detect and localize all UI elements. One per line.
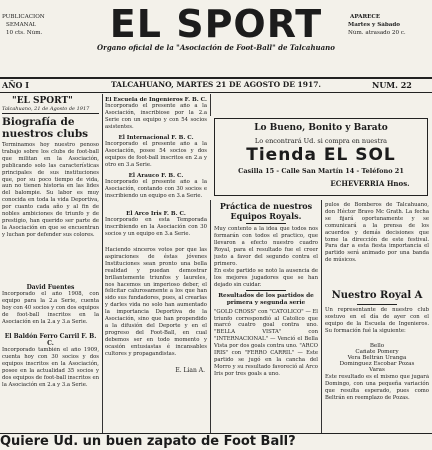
column-rule xyxy=(210,200,211,434)
article-title: Práctica de nuestros Equipos Royals. xyxy=(219,202,313,221)
article-body: pulos de Bomberos de Talcahuano, don Héctor Bravo Mc Grath. La fecha se fijará oportunamente y se comunicará a la prensa de los acuerdos y demás decisiones que tome la dirección de este festival. Para dar a esta fiesta importancia el partido será animado por una banda de músicos. xyxy=(325,202,429,264)
column-clubs xyxy=(105,97,207,434)
ad-line: Lo encontrará Ud. si compra en nuestra xyxy=(254,137,388,145)
article-body: En este partido se notó la ausencia de los mejores jugadores que se han dejado sin cuidar. xyxy=(214,268,318,288)
publication-label-1: PUBLICACION xyxy=(2,14,45,20)
ad-box xyxy=(214,118,428,196)
club-text: Incorporado también el año 1909, cuenta hoy con 30 socios y dos equipos inscritos en la Asociación, posee en la actualidad 35 socios y dos equipos de foot-ball inscritos en la Asociación en 2.a y 3.a Serie. xyxy=(2,347,99,388)
lineup-line: Bello xyxy=(369,343,385,349)
club-text: Incorporado el presente año a la Asociación, contando con 30 socios e inscribiendo un equipo en 3.a Serie. xyxy=(105,179,207,199)
lineup-line: Domínguez Escobar Pozas xyxy=(339,361,415,367)
column-rule xyxy=(321,200,322,434)
column-header: "EL SPORT" xyxy=(12,96,73,106)
article-body: Terminamos hoy nuestro penoso trabajo sobre los clubs de foot-ball que militan en la Asociación, publicando solo las características principales de sus instituciones que, por su poco tiempo de vida, aun no tienen historia en las lides del balompie. Su labor es muy conocida en toda la vida Deportiva, por cuanto cada año y al fin de nobles ambiciones de triunfo y de prestigio, han querido ser parte de la Asociación en que se encuentran y luchan por defender sus colores. xyxy=(2,142,99,238)
publication-label-3: 10 cts. Núm. xyxy=(6,30,43,36)
ad-address: Casilla 15 - Calle San Martín 14 - Teléfono 21 xyxy=(238,167,404,175)
club-heading: El Internacional F. B. C. xyxy=(118,135,194,141)
club-text: Incorporado el presente año a la Asociación, inscribiose por la 2.a Serie con un equipo y con 54 socios asistentes. xyxy=(105,103,207,130)
top-rule xyxy=(0,77,432,79)
frequency-label-2: Martes y Sábado xyxy=(348,22,401,28)
closing-text: Haciendo sinceros votos por que las aspiraciones de éstas jóvenes Instituciones sean pronto una bella realidad y puedan demostrar brillantemente triunfos y laureles, nos hacemos un imperioso deber, el felicitar calurosamente a los que han sido sus fundadores, pues, al crearlas y darles vida no solo han aumentado la importancia Deportiva de la Asociación, sino que han propendido a la difusión del Deporte y en el progreso del Foot-Ball, en cual debemos ser en todo momento y ocasión entusiastas é incansables cultores y propagandistas. xyxy=(105,247,207,357)
column-practice xyxy=(214,202,318,434)
column-rule xyxy=(210,94,211,116)
club-heading: El Arco Iris F. B. C. xyxy=(126,211,186,217)
club-text: Incorporado en esta Temporada inscribiendo en la Asociación con 30 socios y un equipo en 3.a Serie. xyxy=(105,217,207,237)
club-name: El Baldón Ferro Carril F. B. C. xyxy=(4,333,97,347)
masthead-subtitle: Organo oficial de la "Asociación de Foot-Ball" de Talcahuano xyxy=(97,43,335,52)
frequency-label-1: APARECE xyxy=(350,14,381,20)
lineup-line: Cañate Pomery xyxy=(355,349,399,355)
publication-label-2: SEMANAL xyxy=(6,22,37,28)
column-biography xyxy=(2,96,99,434)
lineup-line: Varas xyxy=(369,367,385,373)
dateline: TALCAHUANO, MARTES 21 DE AGOSTO DE 1917. xyxy=(110,80,322,89)
ad-store-name: Tienda EL SOL xyxy=(246,145,396,165)
club-heading: El Escuela de Ingenieros F. B. C. xyxy=(105,97,207,103)
club-text: Incorporado el año 1908, con equipo para la 2.a Serie, cuenta hoy con 40 socios y con dos equipos de foot-ball inscritos en la Asociación en la 2.a y 3.a Serie. xyxy=(2,291,99,325)
article-body: Este resultado es el mismo que jugará Domingo, con una pequeña variación que resulta esperado, pues como Beltrán en reemplazo de Pozas. xyxy=(325,374,429,401)
club-heading: El Arauco F. B. C. xyxy=(128,173,184,179)
article-body: Muy contento a la idea que todos nos formarán con todos el practico, que llevaron a efecto nuestro cuadro Royal, para el resultado fue el creer justo a favor del segundo contra el primero. xyxy=(214,226,318,267)
ad-owner: ECHEVERRIA Hnos. xyxy=(330,179,410,188)
signature: E. Lian A. xyxy=(175,367,205,374)
issue-number: NUM. 22 xyxy=(372,80,412,90)
club-text: Incorporado el presente año a la Asociación, posee 54 socios y dos equipos de foot-ball inscritos en 2.a y otro en 3.a Serie. xyxy=(105,141,207,168)
column-date: Talcahuano, 21 de Agosto de 1917 xyxy=(2,106,90,112)
article-title: Nuestro Royal A xyxy=(331,290,423,301)
dateline-rule xyxy=(0,92,432,93)
results-body: "GOLD CROSS" con "CATOLICO" — El triunfo correspondió al Catolico que marcó cuatro goal contra uno. "BELLA VISTA" con "INTERNACIONAL" — Venció el Bella Vista por dos goals contra uno. "ARCO IRIS" con "FERRO CARRIL" — Este partido se jugó en la cancha del Morro y su resultado favoreció al Arco Iris por tres goals a uno. xyxy=(214,308,318,377)
column-rule xyxy=(102,94,103,434)
article-body: Un representante de nuestro club sostuvo en el día de ayer con el equipo de la Escuela de Ingenieros. Su formación fué la siguiente: xyxy=(325,307,429,334)
ad-slogan: Lo Bueno, Bonito y Barato xyxy=(254,123,388,133)
year-label: AÑO I xyxy=(2,80,30,90)
results-title: Resultados de los partidos de primera y segunda serie xyxy=(218,293,314,306)
masthead-title: EL SPORT xyxy=(109,4,323,44)
club-name: David Fuentes xyxy=(26,284,75,291)
column-royal xyxy=(325,202,429,434)
article-title: Biografía de nuestros clubs xyxy=(2,116,89,140)
lineup-line: Vera Beltrán Uranga xyxy=(347,355,407,361)
frequency-label-3: Núm. atrasado 20 c. xyxy=(348,30,406,36)
bottom-headline: Quiere Ud. un buen zapato de Foot Ball? xyxy=(0,434,296,449)
